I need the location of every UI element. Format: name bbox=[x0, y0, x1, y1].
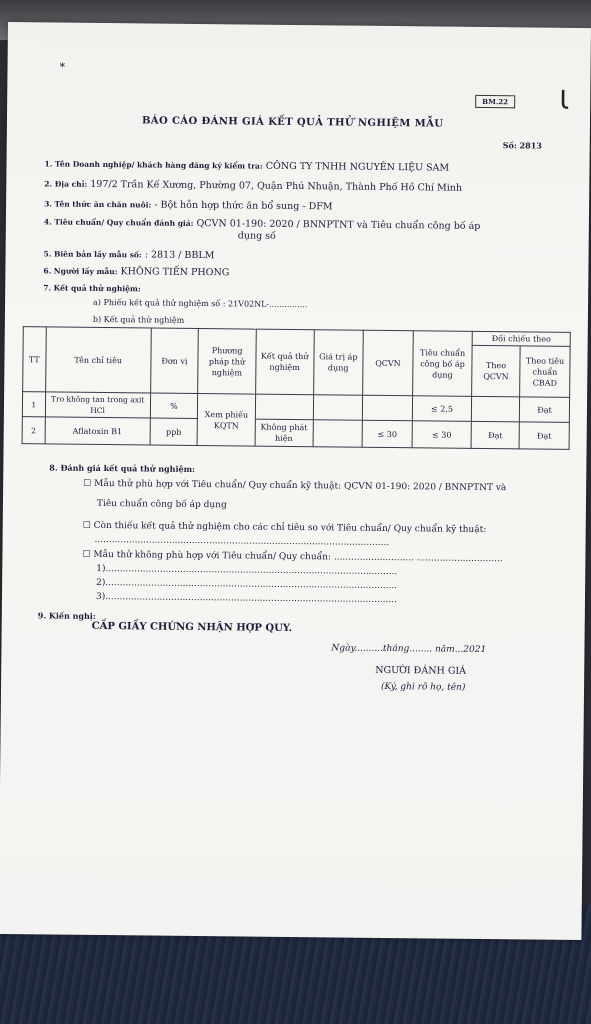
th-applied: Giá trị áp dụng bbox=[313, 330, 363, 396]
report-title: BÁO CÁO ĐÁNH GIÁ KẾT QUẢ THỬ NGHIỆM MẪU bbox=[141, 115, 444, 130]
th-qcvn: QCVN bbox=[363, 330, 414, 396]
section-9: 9. Kiến nghị: bbox=[37, 610, 96, 621]
line-1: 1)...................................................................................................... bbox=[96, 563, 398, 578]
field-feed-name: 3. Tên thức ăn chăn nuôi: - Bột hỗn hợp thức ăn bổ sung - DFM bbox=[44, 199, 333, 213]
check-conform: ☐ Mẫu thử phù hợp với Tiêu chuẩn/ Quy chuẩn kỹ thuật: QCVN 01-190: 2020 / BNNPTNT và bbox=[83, 478, 507, 494]
th-ten: Tên chỉ tiêu bbox=[45, 327, 151, 393]
th-tt: TT bbox=[23, 327, 46, 392]
evaluator-title: NGƯỜI ĐÁNH GIÁ bbox=[375, 664, 467, 677]
method-merged: Xem phiếu KQTN bbox=[197, 394, 255, 447]
th-compare: Đối chiếu theo bbox=[472, 331, 570, 346]
th-by-qcvn: Theo QCVN bbox=[472, 345, 520, 396]
field-standard: 4. Tiêu chuẩn/ Quy chuẩn đánh giá: QCVN 01-190: 2020 / BNNPTNT và Tiêu chuẩn công bố áp bbox=[43, 217, 481, 232]
field-results: 7. Kết quả thử nghiệm: bbox=[43, 283, 141, 294]
recommendation: CẤP GIẤY CHỨNG NHẬN HỢP QUY. bbox=[91, 620, 293, 635]
line-2: 2)...................................................................................................... bbox=[96, 577, 398, 592]
th-standard: Tiêu chuẩn công bố áp dụng bbox=[413, 331, 473, 397]
th-donvi: Đơn vị bbox=[150, 328, 198, 393]
check-conform-cont: Tiêu chuẩn công bố áp dụng bbox=[96, 498, 227, 511]
page-mark: * bbox=[59, 60, 66, 74]
table-row: 2 Aflatoxin B1 ppb Không phát hiện ≤ 30 ≤ 30 Đạt Đạt bbox=[22, 417, 569, 450]
th-result: Kết quả thử nghiệm bbox=[256, 329, 314, 395]
sub-b: b) Kết quả thử nghiệm bbox=[92, 314, 185, 325]
results-table bbox=[22, 326, 571, 450]
th-method: Phương pháp thử nghiệm bbox=[198, 329, 256, 395]
table-header-row bbox=[23, 327, 570, 347]
checkbox-icon: ☐ bbox=[83, 478, 92, 489]
handwritten-mark: Ɩ bbox=[559, 85, 569, 116]
field-sampler: 6. Người lấy mẫu: KHÔNG TIẾN PHONG bbox=[43, 266, 230, 279]
checkbox-icon: ☐ bbox=[82, 520, 91, 531]
report-number: Số: 2813 bbox=[502, 140, 542, 151]
sub-a: a) Phiếu kết quả thử nghiệm số : 21V02NL-............... bbox=[93, 297, 308, 310]
sign-date: Ngày..........tháng........ năm...2021 bbox=[331, 643, 487, 656]
field-sampling-record: 5. Biên bản lấy mẫu số: : 2813 / BBLM bbox=[43, 249, 215, 262]
form-code: BM.22 bbox=[475, 95, 515, 108]
th-by-cbad: Theo tiêu chuẩn CBAD bbox=[520, 346, 570, 398]
line-3: 3)...................................................................................................... bbox=[95, 591, 398, 606]
field-company: 1. Tên Doanh nghiệp/ khách hàng đăng ký kiểm tra: CÔNG TY TNHH NGUYÊN LIỆU SAM bbox=[44, 159, 450, 174]
checkbox-icon: ☐ bbox=[82, 549, 91, 560]
field-address: 2. Địa chỉ: 197/2 Trần Kế Xương, Phường 07, Quận Phú Nhuận, Thành Phố Hồ Chí Minh bbox=[44, 178, 463, 194]
dotted-line: ....................................................................................................... bbox=[94, 534, 390, 549]
sign-note: (Ký, ghi rõ họ, tên) bbox=[381, 681, 466, 693]
table-row: 1 Tro không tan trong axit HCl % Xem phiếu KQTN ≤ 2,5 Đạt bbox=[22, 392, 569, 423]
field-standard-cont: dụng số bbox=[237, 230, 276, 242]
report-paper bbox=[0, 22, 591, 940]
check-nonconform: ☐ Mẫu thử không phù hợp với Tiêu chuẩn/ Quy chuẩn: ............................ .............................. bbox=[82, 549, 503, 565]
section-8: 8. Đánh giá kết quả thử nghiệm: bbox=[49, 462, 196, 474]
check-missing: ☐ Còn thiếu kết quả thử nghiệm cho các chỉ tiêu so với Tiêu chuẩn/ Quy chuẩn kỹ thuật: bbox=[82, 520, 487, 536]
